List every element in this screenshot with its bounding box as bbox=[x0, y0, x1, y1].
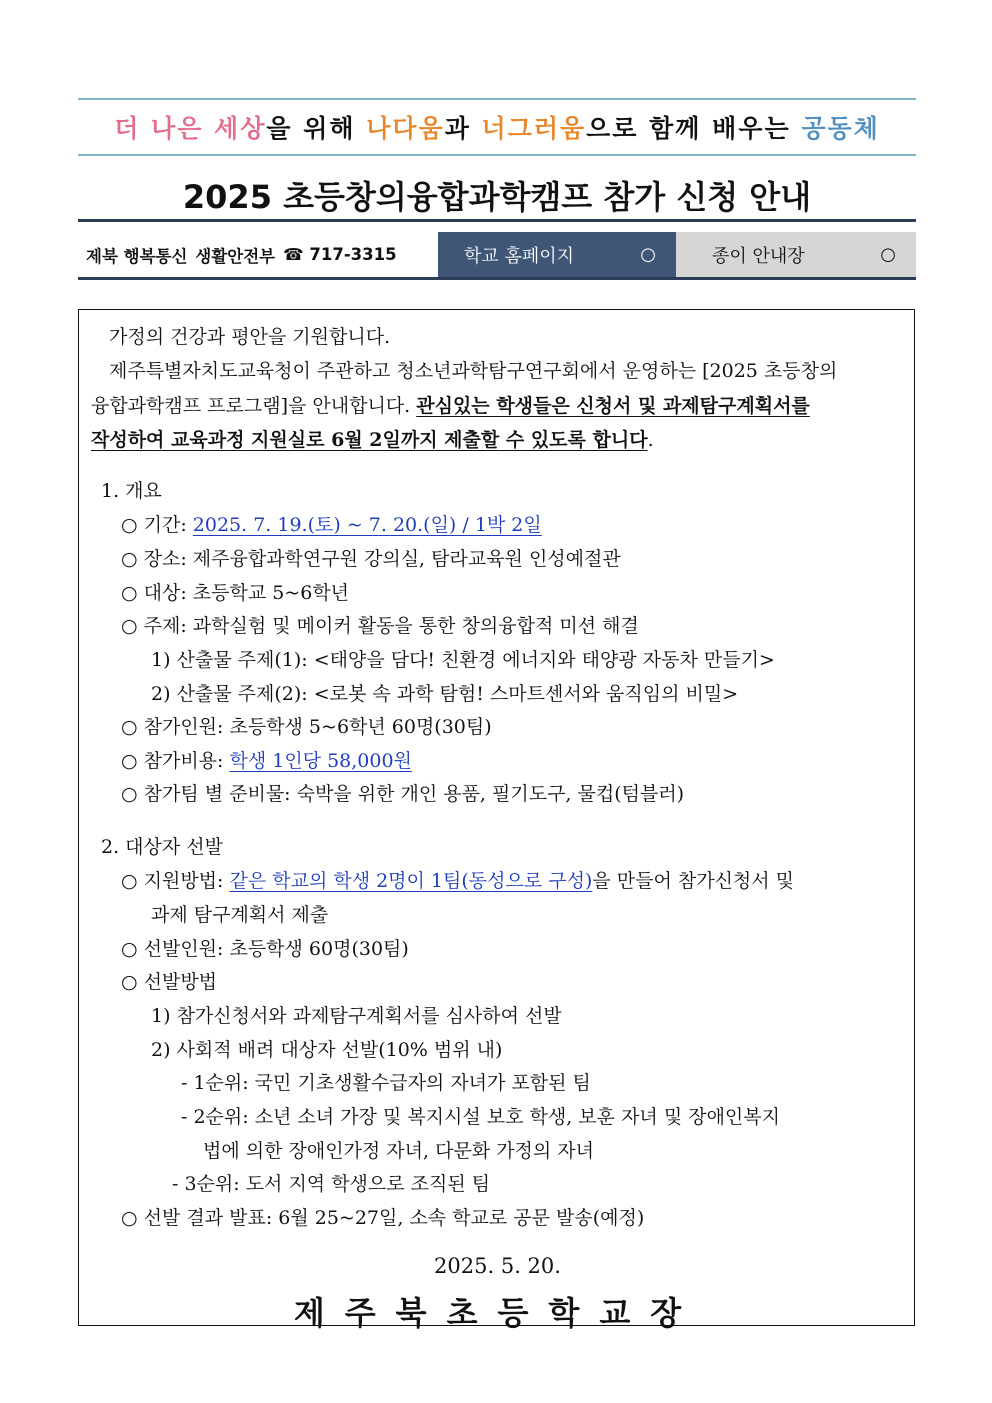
slogan-banner bbox=[78, 98, 916, 156]
method-rest: 을 만들어 참가신청서 및 bbox=[592, 870, 795, 892]
circle-icon: ○ bbox=[640, 244, 656, 265]
slogan-part: 나다움 bbox=[366, 114, 445, 143]
priority-item: - 2순위: 소년 소녀 가장 및 복지시설 보호 학생, 보훈 자녀 및 장애인복지 bbox=[181, 1106, 780, 1128]
newsletter-name: 제북 행복통신 bbox=[86, 246, 188, 266]
theme-item: 2) 산출물 주제(2): <로봇 속 과학 탐험! 스마트센서와 움직임의 비밀> bbox=[151, 683, 739, 705]
slogan-part: 너그러움 bbox=[481, 114, 587, 143]
priority-item-cont: 법에 의한 장애인가정 자녀, 다문화 가정의 자녀 bbox=[203, 1140, 595, 1162]
selection-way: ○ 선발방법 bbox=[121, 971, 218, 993]
section-heading: 2. 대상자 선발 bbox=[101, 836, 223, 858]
selection-count: ○ 선발인원: 초등학생 60명(30팀) bbox=[121, 938, 409, 960]
fee-value: 학생 1인당 58,000원 bbox=[229, 750, 412, 772]
slogan-part: 을 위해 bbox=[266, 114, 367, 143]
priority-item: - 1순위: 국민 기초생활수급자의 자녀가 포함된 팀 bbox=[181, 1072, 591, 1094]
paper-notice-label: 종이 안내장 bbox=[712, 245, 805, 267]
intro-text: . bbox=[647, 429, 654, 451]
theme-item: 1) 산출물 주제(1): <태양을 담다! 친환경 에너지와 태양광 자동차 만들기> bbox=[151, 649, 775, 671]
homepage-option bbox=[438, 232, 676, 277]
slogan-part: 과 bbox=[444, 114, 482, 143]
homepage-label: 학교 홈페이지 bbox=[464, 245, 575, 267]
department: 생활안전부 bbox=[195, 246, 276, 266]
intro-emphasis: 작성하여 교육과정 지원실로 6월 2일까지 제출할 수 있도록 합니다 bbox=[91, 429, 648, 451]
info-bar bbox=[78, 232, 916, 280]
section-heading: 1. 개요 bbox=[101, 480, 162, 502]
method-label: ○ 지원방법: bbox=[121, 870, 230, 892]
selection-method bbox=[121, 872, 794, 891]
paper-notice-option bbox=[676, 232, 916, 277]
period-label: ○ 기간: bbox=[121, 514, 193, 536]
issue-date: 2025. 5. 20. bbox=[434, 1254, 561, 1278]
slogan-text bbox=[114, 109, 880, 145]
signer-name: 제주북초등학교장 bbox=[293, 1294, 702, 1332]
intro-line bbox=[91, 397, 810, 416]
fee-label: ○ 참가비용: bbox=[121, 750, 230, 772]
info-bar-left bbox=[78, 232, 438, 277]
slogan-part: 공동체 bbox=[801, 114, 880, 143]
selection-way-item: 2) 사회적 배려 대상자 선발(10% 범위 내) bbox=[151, 1039, 503, 1061]
page-title: 2025 초등창의융합과학캠프 참가 신청 안내 bbox=[78, 172, 916, 222]
overview-period bbox=[121, 516, 542, 535]
intro-line bbox=[91, 431, 654, 450]
selection-way-item: 1) 참가신청서와 과제탐구계획서를 심사하여 선발 bbox=[151, 1005, 562, 1027]
overview-fee bbox=[121, 752, 412, 771]
overview-participants: ○ 참가인원: 초등학생 5~6학년 60명(30팀) bbox=[121, 716, 492, 738]
overview-supplies: ○ 참가팀 별 준비물: 숙박을 위한 개인 용품, 필기도구, 물컵(텀블러) bbox=[121, 783, 685, 805]
content-box bbox=[78, 309, 915, 1332]
method-value: 같은 학교의 학생 2명이 1팀(동성으로 구성) bbox=[229, 870, 593, 892]
greeting: 가정의 건강과 평안을 기원합니다. bbox=[109, 326, 391, 348]
intro-text: 융합과학캠프 프로그램]을 안내합니다. bbox=[91, 395, 417, 417]
overview-target: ○ 대상: 초등학교 5~6학년 bbox=[121, 582, 350, 604]
intro-line: 제주특별자치도교육청이 주관하고 청소년과학탐구연구회에서 운영하는 [2025 초등창의 bbox=[109, 360, 838, 382]
circle-icon: ○ bbox=[880, 244, 896, 265]
slogan-part: 더 나은 세상 bbox=[114, 114, 267, 143]
intro-emphasis: 관심있는 학생들은 신청서 및 과제탐구계획서를 bbox=[416, 395, 810, 417]
selection-result: ○ 선발 결과 발표: 6월 25~27일, 소속 학교로 공문 발송(예정) bbox=[121, 1207, 645, 1229]
period-value: 2025. 7. 19.(토) ~ 7. 20.(일) / 1박 2일 bbox=[192, 514, 542, 536]
overview-place: ○ 장소: 제주융합과학연구원 강의실, 탐라교육원 인성예절관 bbox=[121, 548, 621, 570]
selection-method-cont: 과제 탐구계획서 제출 bbox=[151, 904, 329, 926]
slogan-part: 으로 함께 배우는 bbox=[586, 114, 802, 143]
priority-item: - 3순위: 도서 지역 학생으로 조직된 팀 bbox=[172, 1173, 491, 1195]
phone-number: ☎ 717-3315 bbox=[283, 245, 397, 264]
overview-theme: ○ 주제: 과학실험 및 메이커 활동을 통한 창의융합적 미션 해결 bbox=[121, 615, 639, 637]
